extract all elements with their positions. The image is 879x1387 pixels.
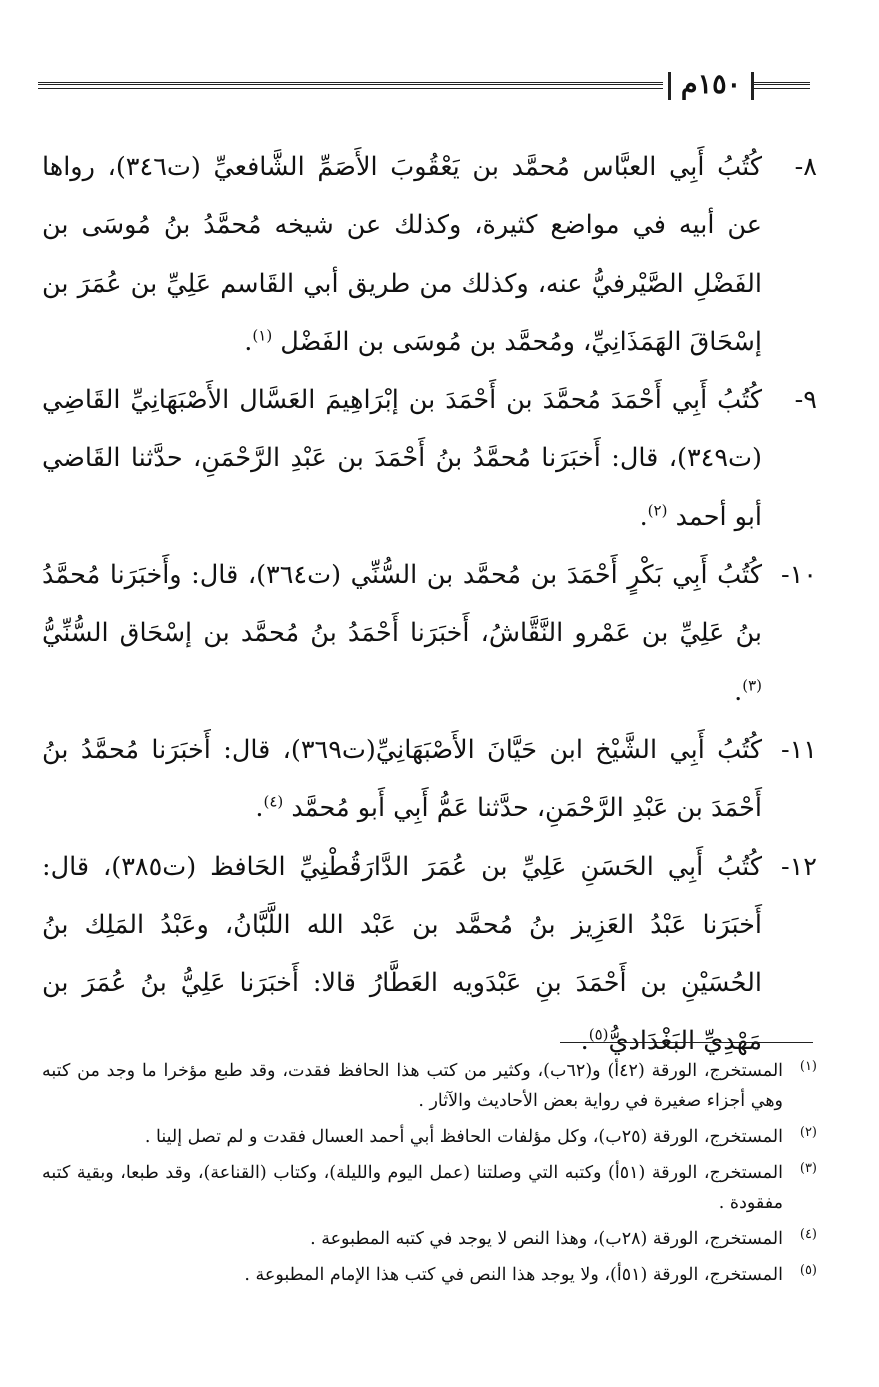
footnote-number: (٥) bbox=[799, 1263, 817, 1278]
footnote-ref: (١) bbox=[252, 326, 273, 345]
footnote-ref: (٤) bbox=[263, 792, 284, 811]
entry-number: ١٢- bbox=[780, 851, 817, 882]
footnote bbox=[42, 1224, 817, 1254]
list-item bbox=[42, 546, 817, 721]
header-rule-thin bbox=[38, 88, 663, 89]
entry-end: . bbox=[580, 1026, 589, 1057]
footnote-text: المستخرج، الورقة (٥١أ)، ولا يوجد هذا النص في كتب هذا الإمام المطبوعة . bbox=[244, 1265, 783, 1285]
entry-text: كُتُبُ أَبِي العبَّاس مُحمَّد بن يَعْقُوبَ الأَصَمِّ الشَّافعيِّ (ت٣٤٦)، رواها عن أبيه في مواضع كثيرة، وكذلك عن شيخه مُحمَّدُ بنُ مُوسَى بن الفَضْلِ الصَّيْرفيُّ عنه، وكذلك من طريق أبي القَاسم عَلِيِّ بن عُمَرَ بن إسْحَاقَ الهَمَذَانِيِّ، ومُحمَّد بن مُوسَى بن الفَضْل bbox=[42, 152, 762, 357]
page-header bbox=[38, 68, 810, 108]
header-rule bbox=[38, 82, 663, 85]
footnote bbox=[42, 1158, 817, 1218]
entry-number: ٩- bbox=[794, 385, 817, 416]
footnote-number: (٢) bbox=[799, 1125, 817, 1140]
entry-text: كُتُبُ أَبِي بَكْرٍ أَحْمَدَ بن مُحمَّد بن السُّنِّي (ت٣٦٤)، قال: وأَخبَرَنا مُحمَّدُ بنُ عَلِيِّ بن عَمْرو النَّقَّاشُ، أَخبَرَنا أَحْمَدُ بنُ مُحمَّد بن إسْحَاق السُّنِّيُّ bbox=[42, 560, 762, 649]
footnote-ref: (٢) bbox=[647, 501, 668, 520]
footnote bbox=[42, 1122, 817, 1152]
footnote bbox=[42, 1056, 817, 1116]
header-bar-right bbox=[751, 72, 754, 100]
list-item bbox=[42, 838, 817, 1071]
list-item bbox=[42, 721, 817, 838]
footnote-text: المستخرج، الورقة (٤٢أ) و(٦٢ب)، وكثير من كتب هذا الحافظ فقدت، وقد طبع مؤخرا ما وجد من كتبه وهي أجزاء صغيرة في رواية بعض الأحاديث والآثار . bbox=[42, 1061, 784, 1111]
entry-text: كُتُبُ أَبِي الحَسَنِ عَلِيِّ بن عُمَرَ الدَّارَقُطْنِيِّ الحَافظ (ت٣٨٥)، قال: أَخبَرَنا عَبْدُ العَزِيز بنُ مُحمَّد بن عَبْد الله اللَّبَّانُ، وعَبْدُ المَلِك بنُ الحُسَيْنِ بن أَحْمَدَ بنِ عَبْدَويه العَطَّارُ قالا: أَخبَرَنا عَلِيُّ بنُ عُمَرَ بن مَهْدِيِّ البَغْدَاديُّ bbox=[42, 851, 762, 1057]
entry-end: . bbox=[255, 793, 264, 824]
footnote-number: (١) bbox=[799, 1059, 817, 1074]
footnote-number: (٣) bbox=[799, 1161, 817, 1176]
main-text bbox=[42, 138, 817, 1071]
entry-number: ١١- bbox=[780, 734, 817, 765]
entry-end: . bbox=[244, 326, 253, 357]
list-item bbox=[42, 371, 817, 546]
entry-end: . bbox=[734, 676, 743, 707]
footnote-ref: (٣) bbox=[742, 676, 762, 695]
footnote-text: المستخرج، الورقة (٢٨ب)، وهذا النص لا يوجد في كتبه المطبوعة . bbox=[310, 1229, 783, 1249]
list-item bbox=[42, 138, 817, 371]
page-number: ١٥٠م bbox=[680, 69, 742, 100]
footnote-separator bbox=[560, 1042, 813, 1043]
entry-number: ٨- bbox=[794, 152, 817, 182]
footnote bbox=[42, 1260, 817, 1290]
entry-text: كُتُبُ أَبِي الشَّيْخ ابن حَيَّانَ الأَصْبَهَانِيِّ(ت٣٦٩)، قال: أَخبَرَنا مُحمَّدُ بنُ أَحْمَدَ بن عَبْدِ الرَّحْمَنِ، حدَّثنا عَمُّ أَبِي أَبو مُحمَّد bbox=[42, 734, 762, 824]
footnote-text: المستخرج، الورقة (٥١أ) وكتبه التي وصلتنا (عمل اليوم والليلة)، وكتاب (القناعة)، وقد طبعا، وبقية كتبه مفقودة . bbox=[42, 1163, 783, 1213]
footnote-number: (٤) bbox=[799, 1227, 817, 1242]
footnote-text: المستخرج، الورقة (٢٥ب)، وكل مؤلفات الحافظ أبي أحمد العسال فقدت و لم تصل إلينا . bbox=[144, 1127, 783, 1147]
header-rule-short-thin bbox=[754, 88, 810, 89]
entry-text: كُتُبُ أَبِي أَحْمَدَ مُحمَّدَ بن أَحْمَدَ بن إبْرَاهِيمَ العَسَّال الأَصْبَهَانِيِّ القَاضِي (ت٣٤٩)، قال: أَخبَرَنا مُحمَّدُ بنُ أَحْمَدَ بن عَبْدِ الرَّحْمَنِ، حدَّثنا القَاضي أبو أحمد bbox=[42, 385, 762, 532]
footnotes bbox=[42, 1056, 817, 1290]
header-rule-short bbox=[754, 82, 810, 85]
footnote-ref: (٥) bbox=[588, 1025, 609, 1044]
entry-end: . bbox=[639, 501, 648, 532]
entry-number: ١٠- bbox=[780, 560, 817, 591]
